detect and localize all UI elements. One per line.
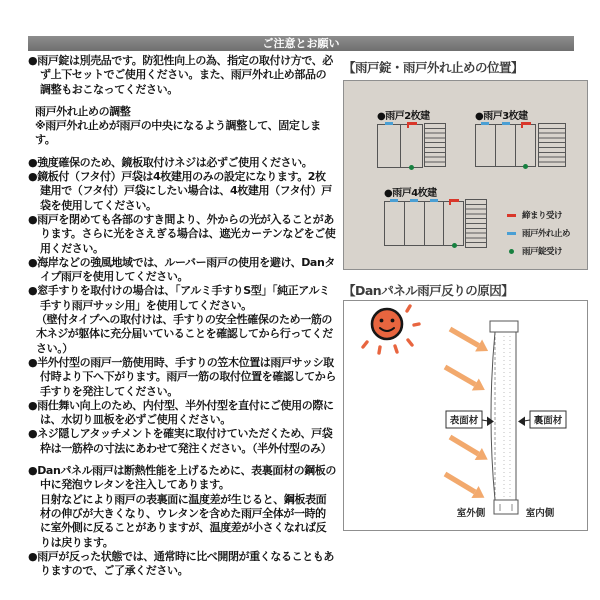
note-paragraph: ●雨戸を閉めても各部のすき間より、外からの光が入ることがあります。さらに光をさえぎる場合は、遮光カーテンなどをご使用ください。 (28, 212, 336, 255)
amado-hazuredome-mark (390, 199, 398, 202)
note-paragraph: ●ネジ隠しアタッチメントを確実に取付けていただくため、戸袋枠は一筋枠の寸法にあわせて発注ください。（半外付型のみ） (28, 427, 333, 455)
back-material-label: 裏面材 (533, 415, 563, 427)
warp-diagram (344, 301, 587, 530)
outdoor-side-label: 室外側 (456, 508, 486, 519)
shutter-panel-cell (425, 202, 445, 245)
legend-item: 締まり受け (507, 209, 570, 221)
shimari-uke-mark (507, 214, 516, 217)
section-title-warp-cause: 【Danパネル雨戸反りの原因】 (343, 283, 514, 298)
shutter-box (538, 123, 566, 167)
amado-hazuredome-mark (385, 122, 393, 125)
amado-jouuke-mark (509, 249, 514, 254)
diagram-label: ●雨戸4枚建 (384, 188, 437, 199)
diagram-label: ●雨戸2枚建 (377, 111, 430, 122)
note-paragraph: ●海岸などの強風地域では、ルーバー雨戸の使用を避け、Danタイプ雨戸を使用してください。 (28, 255, 335, 284)
notes-column (28, 54, 336, 578)
amado-hazuredome-mark (481, 122, 489, 125)
shutter-box (424, 123, 446, 167)
shutter-panel-cell (401, 125, 423, 167)
note-paragraph: 日射などにより雨戸の表裏面に温度差が生じると、鋼板表面材の伸びが大きくなり、ウレタンを含めた雨戸全体が一時的に室外側に反ることがありますが、温度差が小さくなれば反りは戻ります。 (40, 492, 327, 549)
note-paragraph: ※雨戸外れ止めが雨戸の中央になるよう調整して、固定します。 (35, 119, 321, 147)
diagram-legend (507, 209, 570, 263)
shutter-panel-cell (476, 125, 496, 166)
shutter-box (465, 199, 487, 248)
shutter-panel-cell (516, 125, 535, 166)
warp-cause-diagram-box (343, 300, 588, 531)
amado-hazuredome-mark (502, 122, 510, 125)
shimari-uke-mark (521, 122, 531, 125)
note-paragraph: ●雨戸錠は別売品です。防犯性向上の為、指定の取付け方で、必ず上下セットでご使用ください。また、雨戸外れ止め部品の調整もおこなってください。 (28, 54, 333, 96)
shutter-panel-cell (405, 202, 425, 245)
note-paragraph: ●半外付型の雨戸一筋使用時、手すりの笠木位置は雨戸サッシ取付時より下へ下がります。雨戸一筋の取付位置を確認してから手すりを発注してください。 (28, 355, 336, 398)
shimari-uke-mark (407, 122, 417, 125)
shutter-panel-cell (496, 125, 516, 166)
amado-jouuke-mark (409, 165, 414, 170)
amado-jouuke-mark (523, 164, 528, 169)
shutter-position-diagram-box (343, 80, 588, 270)
indoor-side-label: 室内側 (525, 508, 555, 519)
note-paragraph: ●窓手すりを取付けの場合は、「アルミ手すりS型」「純正アルミ手すり雨戸サッシ用」を使用してください。 (28, 284, 330, 312)
shutter-panel-cell (378, 125, 401, 167)
shutter-panels (475, 124, 536, 167)
note-paragraph: 雨戸外れ止めの調整 (35, 104, 131, 118)
note-paragraph: ●Danパネル雨戸は断熱性能を上げるために、表裏面材の鋼板の中に発泡ウレタンを注入してあります。 (28, 464, 336, 492)
amado-hazuredome-mark (507, 232, 516, 235)
back-material-callout (518, 411, 566, 428)
front-material-label: 表面材 (449, 415, 479, 427)
note-paragraph: ●鏡板付（フタ付）戸袋は4枚建用のみの設定になります。2枚建用で（フタ付）戸袋にしたい場合は、4枚建用（フタ付）戸袋を使用してください。 (28, 170, 332, 212)
note-paragraph: （壁付タイプへの取付けは、手すりの安全性確保のため一筋の木ネジが躯体に充分届いていることを確認してから行ってください。） (36, 313, 333, 355)
shutter-panel-cell (385, 202, 405, 245)
amado-hazuredome-mark (410, 199, 418, 202)
shutter-panel-cell (444, 202, 463, 245)
amado-hazuredome-mark (430, 199, 438, 202)
legend-item: 雨戸外れ止め (507, 227, 570, 239)
arrow-left-icon (518, 417, 525, 427)
front-material-callout (446, 411, 494, 428)
legend-item: 雨戸錠受け (507, 245, 570, 257)
note-paragraph: ●強度確保のため、鏡板取付けネジは必ずご使用ください。 (28, 155, 313, 169)
shutter-panels (384, 201, 464, 246)
shutter-panel (490, 321, 518, 514)
notice-header-bar (28, 36, 574, 51)
shutter-panels (377, 124, 423, 168)
note-paragraph: ●雨戸が反った状態では、通常時に比べ開閉が重くなることもありますので、ご了承ください。 (28, 549, 334, 578)
diagram-label: ●雨戸3枚建 (475, 111, 528, 122)
shimari-uke-mark (449, 199, 459, 202)
note-paragraph: ●雨仕舞い向上のため、内付型、半外付型を直付にご使用の際には、水切り皿板を必ずご使用ください。 (28, 398, 334, 427)
section-title-lock-position: 【雨戸錠・雨戸外れ止めの位置】 (343, 60, 524, 75)
sun-icon (363, 306, 419, 353)
amado-jouuke-mark (452, 243, 457, 248)
notice-header-title: ご注意とお願い (262, 37, 340, 50)
arrow-right-icon (487, 417, 494, 427)
